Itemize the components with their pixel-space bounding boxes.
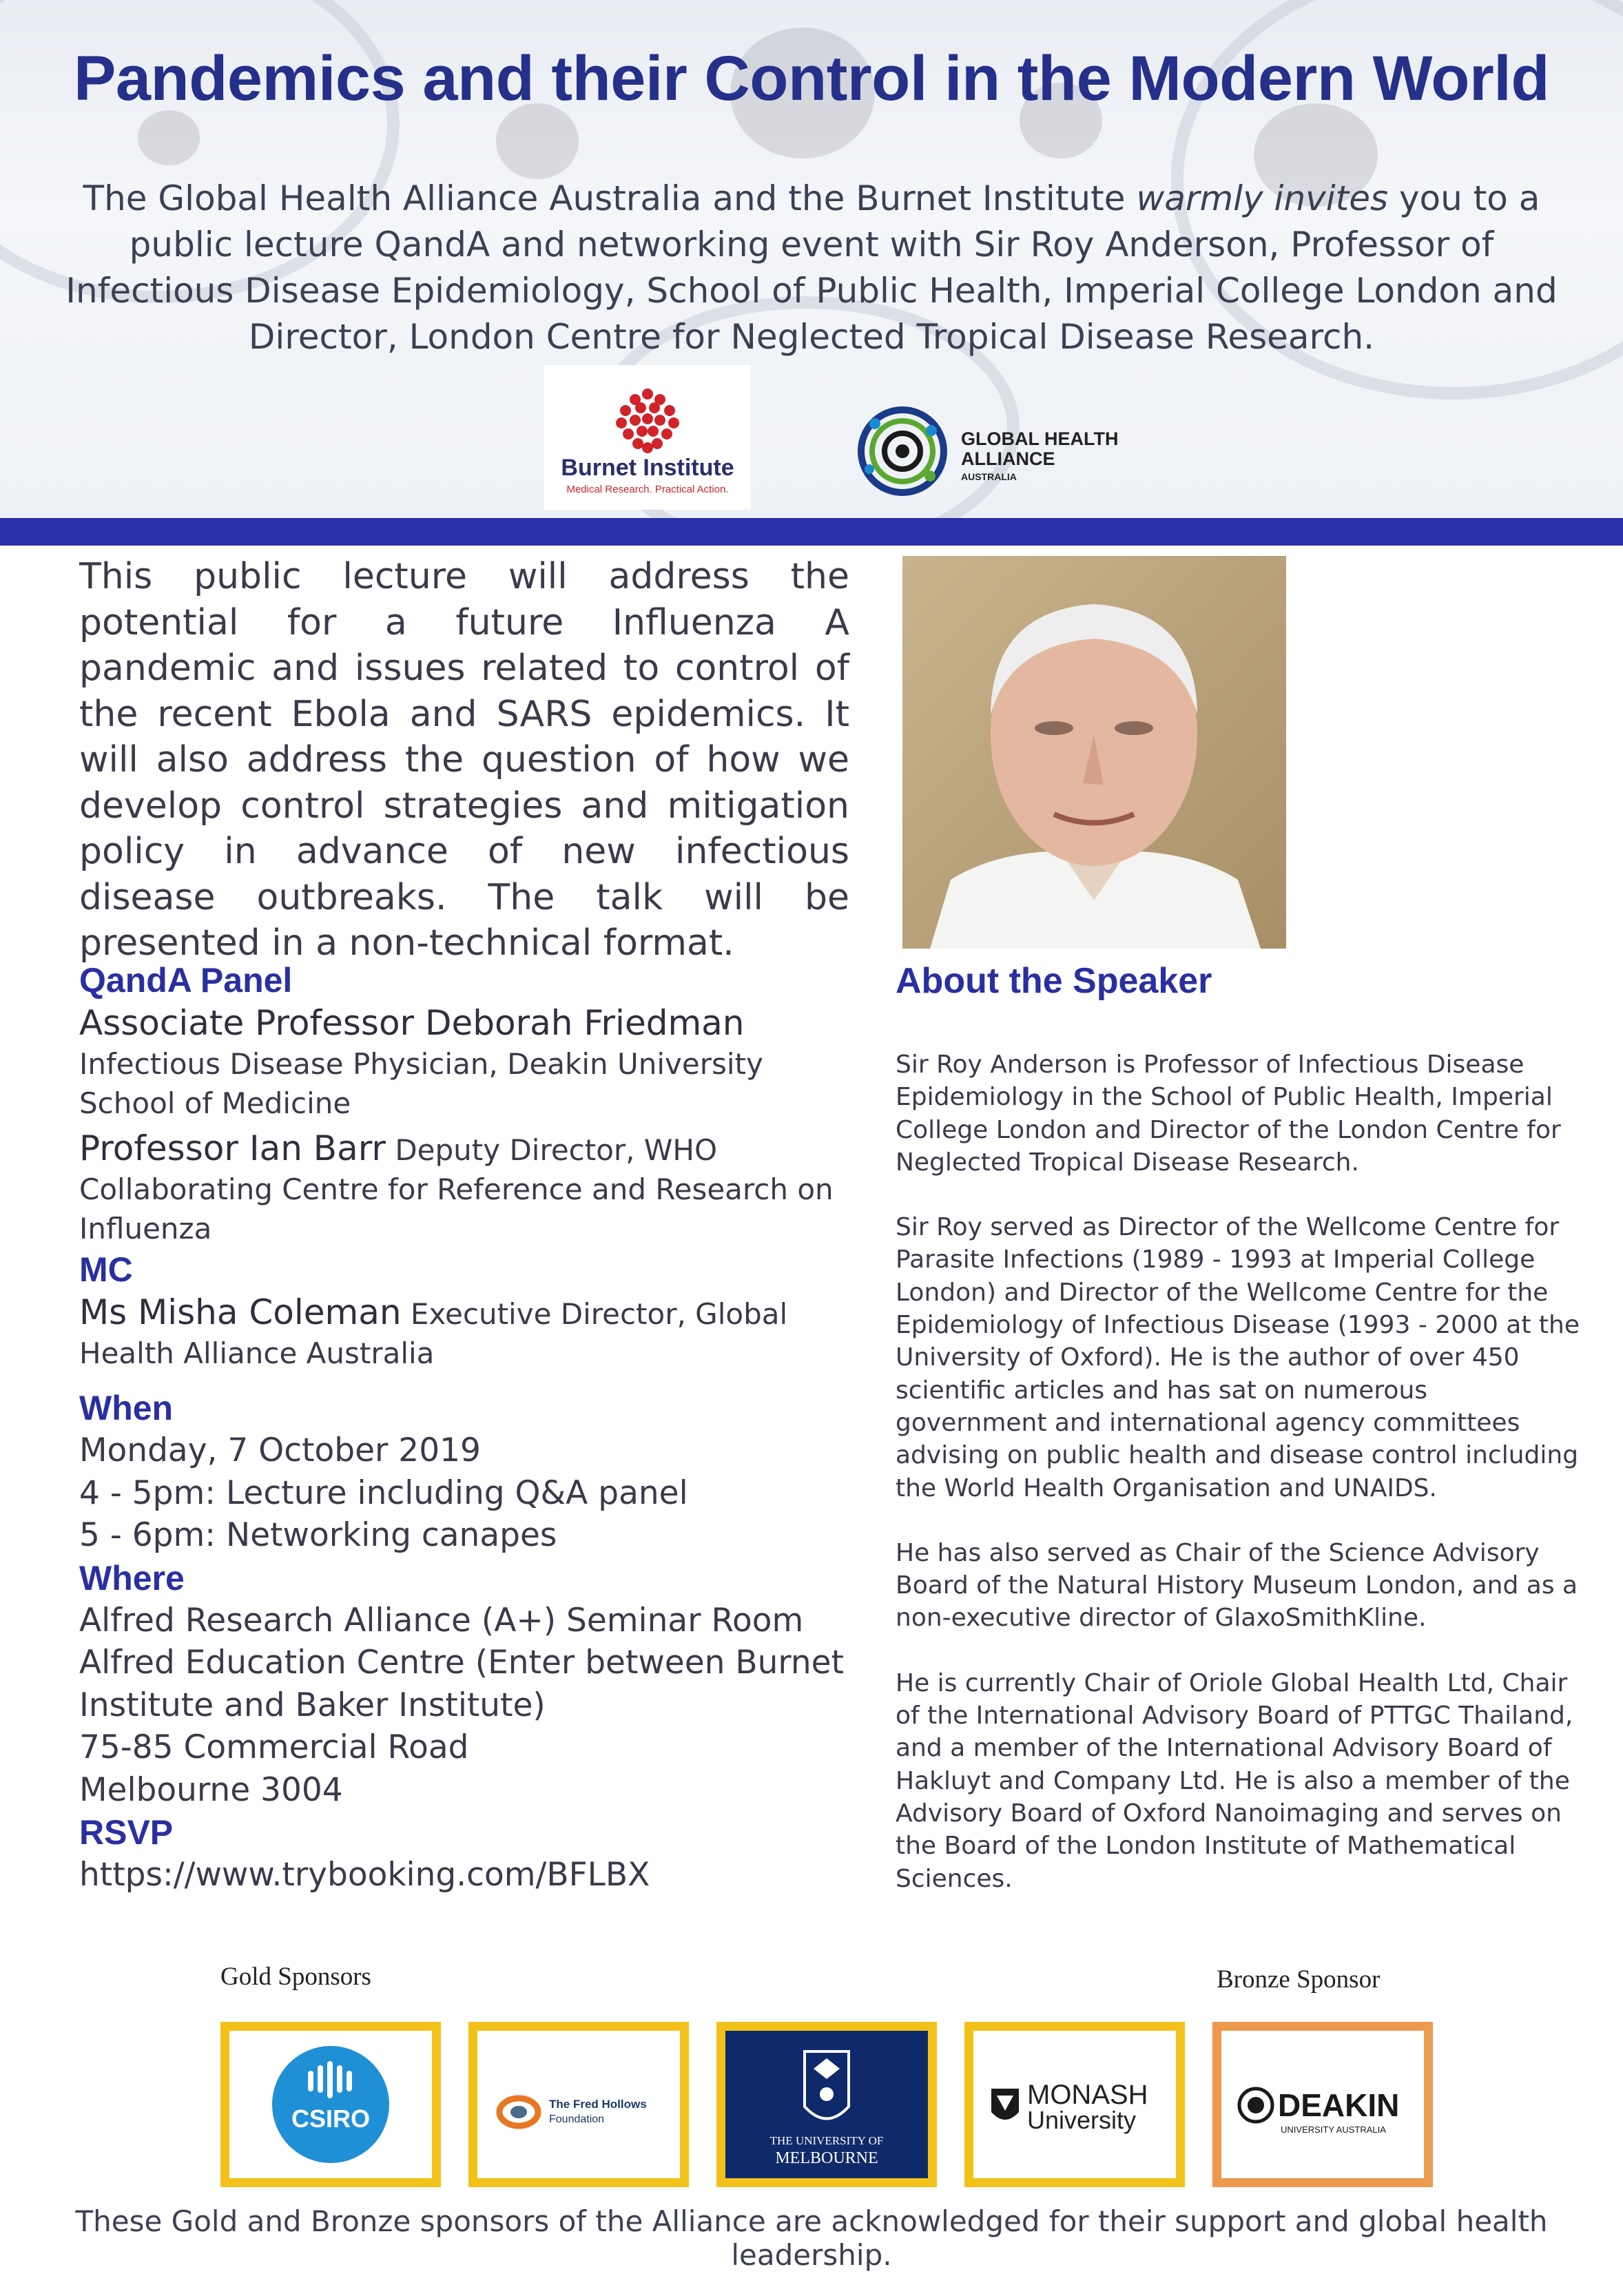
page-title: Pandemics and their Control in the Modern World <box>73 43 1550 114</box>
svg-text:Foundation: Foundation <box>549 2113 605 2125</box>
panel-member: Professor Ian Barr Deputy Director, WHO Collaborating Centre for Reference and Research on Influenza <box>79 1128 834 1245</box>
where-heading: Where <box>79 1558 185 1597</box>
gold-sponsors-label: Gold Sponsors <box>220 1963 371 1991</box>
lecture-description: This public lecture will address the potential for a future Influenza A pandemic and issues related to control of the recent Ebola and SARS epidemics. It will also address the question of how we develop control strategies and mitigation policy in advance of new infectious disease outbreaks. The talk will be presented in a non-technical format. <box>79 556 849 964</box>
about-speaker-heading: About the Speaker <box>896 961 1212 1001</box>
venue-building: Alfred Education Centre (Enter between Burnet Institute and Baker Institute) <box>79 1644 845 1724</box>
about-speaker-body <box>896 1048 1584 1927</box>
event-details <box>79 959 858 1896</box>
venue-city: Melbourne 3004 <box>79 1770 343 1809</box>
speaker-paragraph: He has also served as Chair of the Science Advisory Board of the Natural History Museum London, and as a non-executive director of GlaxoSmithKline. <box>896 1538 1578 1633</box>
global-health-alliance-logo <box>854 403 1144 499</box>
sponsor-acknowledgement: These Gold and Bronze sponsors of the Alliance are acknowledged for their support and global health leadership. <box>75 2204 1548 2272</box>
sponsor-university-of-melbourne <box>716 2022 937 2187</box>
svg-text:CSIRO: CSIRO <box>291 2104 371 2133</box>
deakin-logo <box>1221 2031 1424 2178</box>
svg-text:University: University <box>1027 2106 1137 2134</box>
venue-street: 75-85 Commercial Road <box>79 1728 469 1766</box>
speaker-photo <box>902 556 1286 949</box>
venue-room: Alfred Research Alliance (A+) Seminar Room <box>79 1601 804 1640</box>
svg-text:THE UNIVERSITY OF: THE UNIVERSITY OF <box>769 2134 884 2147</box>
svg-text:DEAKIN: DEAKIN <box>1278 2087 1400 2123</box>
sponsor-csiro <box>220 2022 441 2187</box>
header-banner <box>0 0 1623 518</box>
event-time-lecture: 4 - 5pm: Lecture including Q&A panel <box>79 1473 688 1512</box>
sponsor-fred-hollows <box>468 2022 689 2187</box>
burnet-name: Burnet Institute <box>561 455 734 481</box>
rsvp-heading: RSVP <box>79 1813 174 1852</box>
panel-member-name: Associate Professor Deborah Friedman <box>79 1003 745 1043</box>
fred-hollows-logo <box>477 2031 680 2178</box>
bronze-sponsor-label: Bronze Sponsor <box>1217 1965 1381 1994</box>
monash-logo <box>973 2031 1176 2178</box>
csiro-logo <box>229 2031 432 2178</box>
svg-text:UNIVERSITY AUSTRALIA: UNIVERSITY AUSTRALIA <box>1281 2124 1386 2135</box>
rsvp-link[interactable]: https://www.trybooking.com/BFLBX <box>79 1856 650 1894</box>
event-date: Monday, 7 October 2019 <box>79 1431 481 1469</box>
speaker-portrait-icon <box>902 556 1286 949</box>
gha-wordmark: GLOBAL HEALTH ALLIANCE AUSTRALIA <box>961 428 1119 482</box>
burnet-tagline: Medical Research. Practical Action. <box>566 484 729 495</box>
event-time-networking: 5 - 6pm: Networking canapes <box>79 1516 557 1554</box>
mc-heading: MC <box>79 1250 133 1289</box>
svg-text:MONASH: MONASH <box>1027 2080 1148 2110</box>
panel-member-role: Infectious Disease Physician, Deakin University School of Medicine <box>79 1047 763 1120</box>
sponsor-monash <box>964 2022 1185 2187</box>
intro-text: The Global Health Alliance Australia and the Burnet Institute warmly invites you to a public lecture QandA and networking event with Sir Roy Anderson, Professor of Infectious Disease Epidemiology, School of Public Health, Imperial College London and Director, London Centre for Neglected Tropical Disease Research. <box>65 178 1558 357</box>
gha-globe-icon <box>854 403 951 499</box>
when-heading: When <box>79 1389 174 1427</box>
speaker-paragraph: Sir Roy served as Director of the Wellcome Centre for Parasite Infections (1989 - 1993 at Imperial College London) and Director of the Wellcome Centre for the Epidemiology of Infectious Disease (1993 - 2000 at the University of Oxford). He is the author of over 450 scientific articles and has sat on numerous government and international agency committees advising on public health and disease control including the World Health Organisation and UNAIDS. <box>896 1213 1580 1502</box>
svg-text:The Fred Hollows: The Fred Hollows <box>549 2098 647 2111</box>
panel-heading: QandA Panel <box>79 961 293 1000</box>
burnet-institute-logo <box>544 365 751 510</box>
cell-decoration <box>138 110 200 165</box>
speaker-paragraph: He is currently Chair of Oriole Global Health Ltd, Chair of the International Advisory Board of PTTGC Thailand, and a member of the International Advisory Board of Hakluyt and Company Ltd. He is also a member of the Advisory Board of Oxford Nanoimaging and serves on the Board of the London Institute of Mathematical Sciences. <box>896 1668 1573 1893</box>
melbourne-logo <box>725 2031 928 2178</box>
mc-member: Ms Misha Coleman Executive Director, Global Health Alliance Australia <box>79 1292 788 1370</box>
svg-text:MELBOURNE: MELBOURNE <box>775 2149 878 2167</box>
sponsor-deakin <box>1212 2022 1433 2187</box>
burnet-cross-icon <box>613 386 682 455</box>
divider-bar <box>0 518 1623 546</box>
speaker-paragraph: Sir Roy Anderson is Professor of Infectious Disease Epidemiology in the School of Public Health, Imperial College London and Director of the London Centre for Neglected Tropical Disease Research. <box>896 1051 1561 1177</box>
